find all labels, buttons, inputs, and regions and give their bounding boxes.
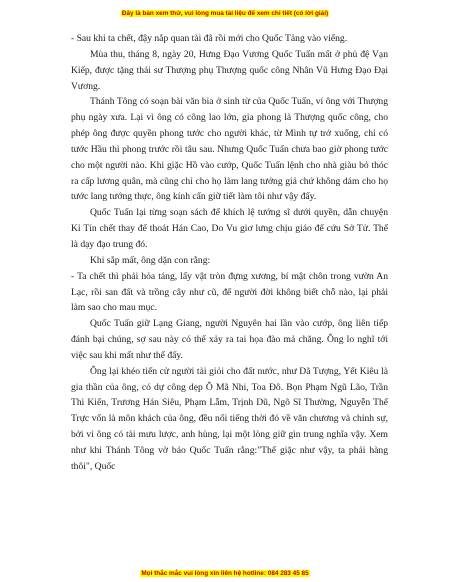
preview-notice-text: Đây là bản xem thử, vui lòng mua tài liệu để xem chi tiết (có lời giải): [121, 10, 329, 17]
paragraph: Ông lại khéo tiến cử người tài giỏi cho đất nước, như Dã Tượng, Yết Kiêu là gia thần của ông, có dự công dẹp Ô Mã Nhi, Toa Đô. Bọn Phạm Ngũ Lão, Trần Thì Kiến, Trương Hán Siêu, Phạm Lẫm, Trịnh Dũ, Ngô Sĩ Thường, Nguyễn Thế Trực vốn là môn khách của ông, đều nổi tiếng thời đó về văn chương và chính sự, bởi vì ông có tài mưu lược, anh hùng, lại một lòng giữ gìn trung nghĩa vậy. Xem như khi Thánh Tông vờ bảo Quốc Tuấn rằng:"Thế giặc như vậy, ta phải hàng thôi", Quốc: [71, 365, 388, 472]
paragraph: Quốc Tuấn giữ Lạng Giang, người Nguyên hai lần vào cướp, ông liên tiếp đánh bại chúng, sợ sau này có thể xảy ra tai họa đào mả chăng. Ông lo nghĩ tới việc sau khi mất như thế đấy.: [71, 318, 388, 361]
paragraph: Quốc Tuấn lại từng soạn sách để khích lệ tướng sĩ dưới quyền, dẫn chuyện Kỉ Tín chết thay để thoát Hán Cao, Do Vu giơ lưng chịu giáo để cứu Sở Tử. Thế là dạy đạo trung đó.: [71, 207, 388, 250]
paragraph: - Sau khi ta chết, đậy nắp quan tài đã rồi mới cho Quốc Tảng vào viếng.: [71, 33, 348, 44]
paragraph: Thánh Tông có soạn bài văn bia ở sinh từ của Quốc Tuấn, ví ông với Thượng phụ ngày xưa. Lại vì ông có công lao lớn, gia phong là Thượng quốc công, cho phép ông được quyền phong tước cho người khác, từ Minh tự trở xuống, chỉ có tước Hầu thì phong trước rồi tâu sau. Nhưng Quốc Tuấn chưa bao giờ phong tước cho một người nào. Khi giặc Hồ vào cướp, Quốc Tuấn lệnh cho nhà giàu bỏ thóc ra cấp lương quân, mà cũng chỉ cho họ làm lang tướng giả chứ không dám cho họ tước lang tướng thực, ông kính cẩn giữ tiết làm tôi như vậy đấy.: [71, 96, 388, 203]
paragraph: Mùa thu, tháng 8, ngày 20, Hưng Đạo Vương Quốc Tuấn mất ở phủ đệ Vạn Kiếp, được tặng thái sư Thượng phụ Thượng quốc công Nhân Vũ Hưng Đạo Đại Vương.: [71, 48, 388, 92]
hotline-notice-text: Mọi thắc mắc vui lòng xin liên hệ hotline: 084 283 45 85: [141, 570, 309, 577]
paragraph: Khi sắp mất, ông dặn con rằng:: [90, 254, 211, 266]
document-body: [71, 31, 388, 475]
hotline-notice-banner: [0, 570, 450, 577]
paragraph: - Ta chết thì phải hỏa táng, lấy vật tròn đựng xương, bí mật chôn trong vườn An Lạc, rồi san đất và trồng cây như cũ, để người đời không biết chỗ nào, lại phải làm sao cho mau mục.: [71, 270, 388, 314]
preview-notice-banner: [0, 10, 450, 17]
